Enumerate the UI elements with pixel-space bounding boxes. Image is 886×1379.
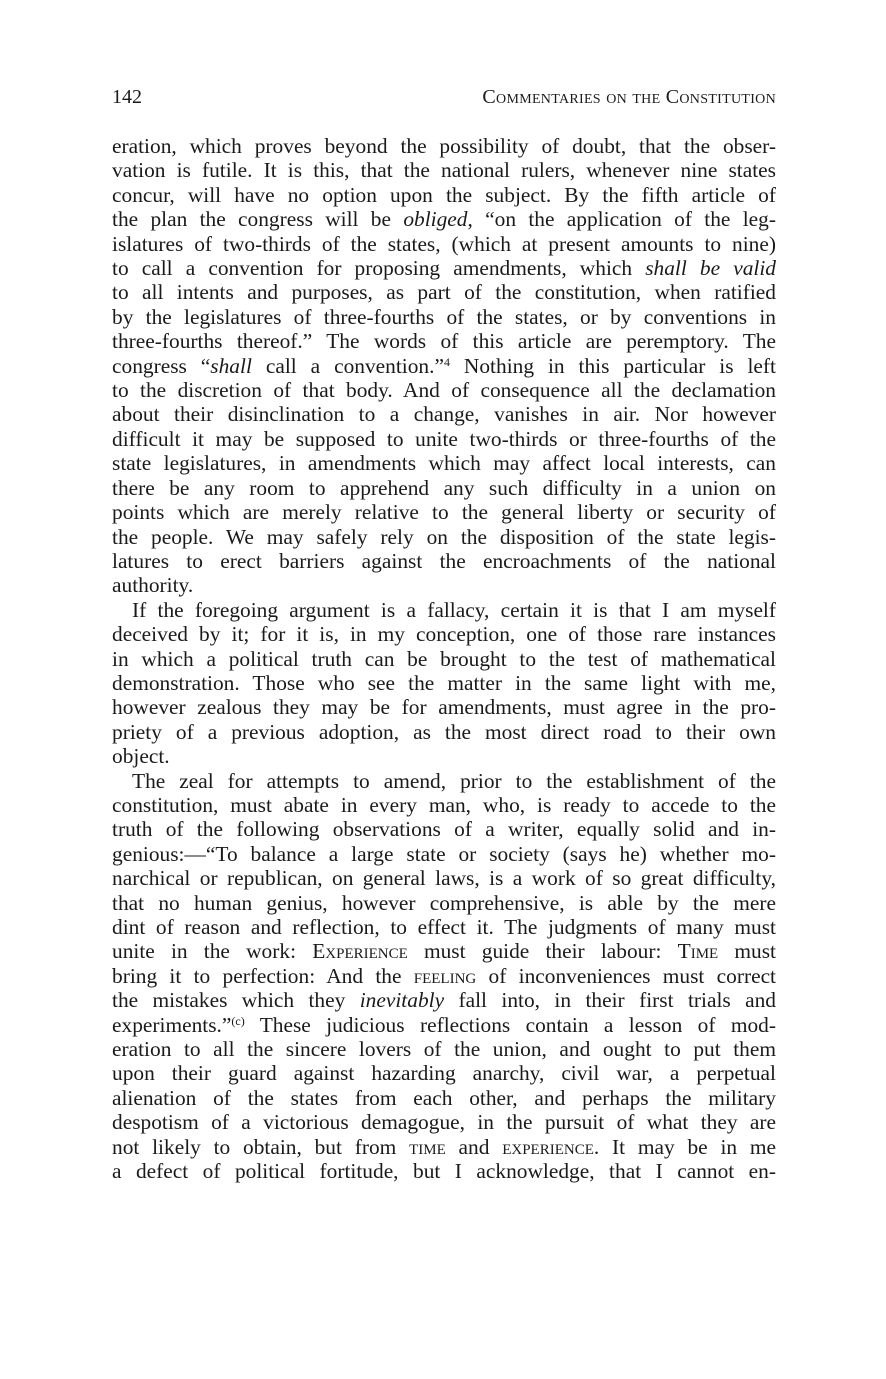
paragraph-3 — [112, 769, 776, 1184]
text-line: vation is futile. It is this, that the national rulers, whenever nine states — [112, 158, 776, 183]
emphasis-text: inevitably — [359, 988, 445, 1013]
text-line — [112, 988, 776, 1012]
text-line: eration to all the sincere lovers of the union, and ought to put them — [112, 1037, 776, 1062]
text-line: eration, which proves beyond the possibility of doubt, that the obser- — [112, 134, 776, 158]
text-run: unite in the work: — [112, 939, 313, 964]
text-line: in which a political truth can be brought to the test of mathematical — [112, 646, 776, 671]
text-line — [112, 964, 776, 988]
text-run: , “on the application of the leg- — [467, 207, 776, 232]
text-line — [112, 256, 776, 280]
text-line: to the discretion of that body. And of consequence all the declamation — [112, 378, 776, 403]
text-line: narchical or republican, on general laws, is a work of so great difficulty, — [112, 866, 776, 891]
text-line: priety of a previous adoption, as the most direct road to their own — [112, 719, 776, 744]
text-line: islatures of two-thirds of the states, (which at present amounts to nine) — [112, 231, 776, 256]
text-line: upon their guard against hazarding anarchy, civil war, a perpetual — [112, 1061, 776, 1086]
text-run: to call a convention for proposing amendments, which — [112, 256, 646, 281]
text-line — [112, 354, 776, 378]
text-run: call a convention.” — [251, 353, 444, 378]
text-run: the plan the congress will be — [112, 207, 404, 232]
text-run: must guide their labour: — [407, 939, 678, 964]
body-text — [112, 134, 776, 1183]
emphasis-text: obliged — [403, 207, 468, 232]
running-title: Commentaries on the Constitution — [482, 86, 776, 108]
text-line: genious:—“To balance a large state or society (says he) whether mo- — [112, 841, 776, 866]
text-run: experiments.” — [112, 1012, 232, 1037]
text-run: These judicious reflections contain a lesson of mod- — [244, 1012, 776, 1037]
small-caps-text: Time — [677, 939, 719, 964]
text-line: there be any room to apprehend any such difficulty in a union on — [112, 475, 776, 500]
running-header — [112, 86, 776, 116]
small-caps-text: feeling — [413, 963, 477, 988]
text-line: a defect of political fortitude, but I acknowledge, that I cannot en- — [112, 1159, 776, 1184]
text-line: the people. We may safely rely on the disposition of the state legis- — [112, 524, 776, 549]
text-line: demonstration. Those who see the matter in the same light with me, — [112, 670, 776, 695]
text-line: concur, will have no option upon the subject. By the fifth article of — [112, 182, 776, 207]
text-line: three-fourths thereof.” The words of this article are peremptory. The — [112, 329, 776, 354]
paragraph-1 — [112, 134, 776, 598]
text-line: The zeal for attempts to amend, prior to the establishment of the — [132, 768, 776, 793]
emphasis-text: shall — [210, 353, 252, 378]
text-run: fall into, in their first trials and — [444, 988, 777, 1013]
text-line: object. — [112, 744, 170, 769]
text-line — [112, 207, 776, 231]
text-run: congress “ — [112, 353, 211, 378]
paragraph-2 — [112, 598, 776, 769]
text-line: about their disinclination to a change, vanishes in air. Nor however — [112, 402, 776, 427]
text-line: however zealous they may be for amendments, must agree in the pro- — [112, 695, 776, 720]
text-line — [112, 1013, 776, 1037]
text-line: If the foregoing argument is a fallacy, certain it is that I am myself — [132, 597, 776, 622]
text-line: to all intents and purposes, as part of the constitution, when ratified — [112, 280, 776, 305]
small-caps-text: experience — [502, 1134, 594, 1159]
footnote-marker: (c) — [231, 1013, 245, 1028]
text-line: by the legislatures of three-fourths of the states, or by conventions in — [112, 304, 776, 329]
small-caps-text: time — [409, 1134, 446, 1159]
text-line: latures to erect barriers against the encroachments of the national — [112, 548, 776, 573]
text-line — [112, 1135, 776, 1159]
small-caps-text: Experience — [312, 939, 408, 964]
text-line: constitution, must abate in every man, who, is ready to accede to the — [112, 792, 776, 817]
text-line: state legislatures, in amendments which may affect local interests, can — [112, 451, 776, 476]
page-number: 142 — [112, 86, 142, 108]
text-run: and — [445, 1134, 503, 1159]
text-run: not likely to obtain, but from — [112, 1134, 410, 1159]
text-line: that no human genius, however comprehensive, is able by the mere — [112, 890, 776, 915]
text-line: truth of the following observations of a writer, equally solid and in- — [112, 817, 776, 842]
text-run: must — [718, 939, 776, 964]
text-line — [112, 939, 776, 963]
text-line: despotism of a victorious demagogue, in the pursuit of what they are — [112, 1110, 776, 1135]
text-run: bring it to perfection: And the — [112, 963, 414, 988]
text-run: Nothing in this particular is left — [449, 353, 776, 378]
footnote-marker: 4 — [443, 354, 450, 369]
text-line: points which are merely relative to the general liberty or security of — [112, 500, 776, 525]
text-line: dint of reason and reflection, to effect it. The judgments of many must — [112, 915, 776, 939]
text-line: alienation of the states from each other, and perhaps the military — [112, 1085, 776, 1110]
text-line: authority. — [112, 573, 194, 598]
text-run: of inconveniences must correct — [476, 963, 777, 988]
text-run: the mistakes which they — [112, 988, 360, 1013]
emphasis-text: shall be valid — [645, 256, 776, 281]
text-run: . It may be in me — [593, 1134, 776, 1159]
text-line: deceived by it; for it is, in my conception, one of those rare instances — [112, 622, 776, 647]
text-line: difficult it may be supposed to unite two-thirds or three-fourths of the — [112, 426, 776, 451]
